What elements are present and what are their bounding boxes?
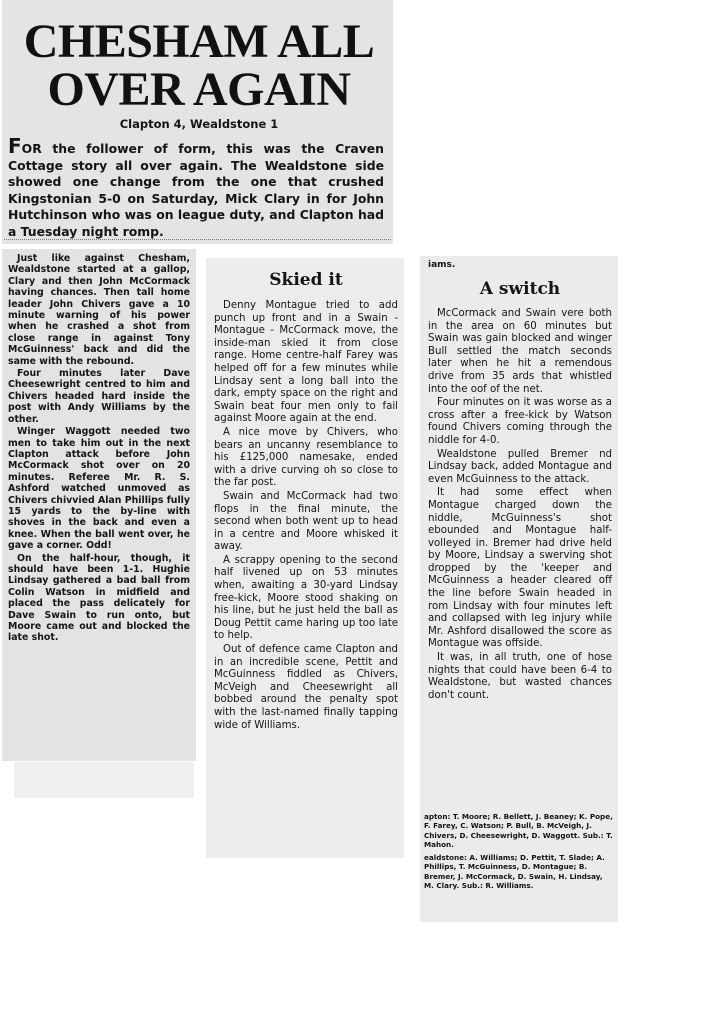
lead-text: OR the follower of form, this was the Craven Cottage story all over again. The Wealdstone side showed one change from the one that crushed Kingstonian 5-0 on Saturday, Mick Clary in for John Hutchinson who was on league duty, and Clapton had a Tuesday night romp.: [8, 141, 384, 239]
paragraph: Four minutes on it was worse as a cross after a free-kick by Watson found Chivers coming through the niddle for 4-0.: [428, 397, 612, 446]
drop-cap: F: [8, 134, 22, 158]
headline: CHESHAM ALL OVER AGAIN: [23, 15, 375, 116]
team-lineups: [424, 812, 614, 894]
lineup-wealdstone: ealdstone: A. Williams; D. Pettit, T. Slade; A. Phillips, T. McGuinness, D. Montague; B. Bremer, J. McCormack, D. Swain, H. Lindsay, M. Clary. Sub.: R. Williams.: [424, 853, 605, 891]
paragraph: It had some effect when Montague charged down the niddle, McGuinness's shot ebounded and Montague half-volleyed in. Bremer had drive held by Moore, Lindsay a swerving shot dropped by the 'keeper and McGuinness a header cleared off the line before Swain headed in rom Lindsay with four minutes left and collapsed with leg injury while Mr. Ashford disallowed the score as Montague was offside.: [428, 487, 612, 650]
match-score: Clapton 4, Wealdstone 1: [119, 117, 279, 131]
middle-column: [214, 300, 398, 733]
paragraph: Swain and McCormack had two flops in the final minute, the second when both went up to head in a centre and Moore whisked it away.: [214, 490, 398, 553]
subhead-a-switch: A switch: [479, 279, 561, 299]
left-column: [8, 253, 190, 645]
lineup-clapton: apton: T. Moore; R. Bellett, J. Beaney; K. Pope, F. Farey, C. Watson; P. Bull, B. McVeigh, J. Chivers, D. Cheesewright, D. Waggott. Sub.: T. Mahon.: [424, 812, 613, 849]
column-divider: [4, 239, 391, 240]
paragraph: McCormack and Swain vere both in the area on 60 minutes but Swain was gain blocked and winger Bull settled the match seconds later when he hit a remendous drive from 35 ards that whistled into the oof of the net.: [428, 308, 612, 395]
paragraph: Just like against Chesham, Wealdstone started at a gallop, Clary and then John McCormack having chances. Then tall home leader John Chivers gave a 10 minute warning of his power when he crashed a shot from close range in against Tony McGuinness' back and did the same with the rebound.: [8, 253, 190, 367]
subhead-skied-it: Skied it: [269, 270, 343, 290]
paragraph: Wealdstone pulled Bremer nd Lindsay back, added Montague and even McGuinness to the attack.: [428, 448, 612, 485]
paragraph: Denny Montague tried to add punch up front and in a Swain - Montague - McCormack move, the inside-man skied it from close range. Home centre-half Farey was helped off for a few minutes while Lindsay sent a long ball into the dark, empty space on the right and Swain beat four men only to fail against Moore again at the end.: [214, 300, 398, 425]
paragraph: On the half-hour, though, it should have been 1-1. Hughie Lindsay gathered a bad ball from Colin Watson in midfield and placed the pass delicately for Dave Swain to run onto, but Moore came out and blocked the late shot.: [8, 552, 190, 644]
paragraph: It was, in all truth, one of hose nights that could have been 6-4 to Wealdstone, but wasted chances don't count.: [428, 652, 612, 701]
paragraph: Winger Waggott needed two men to take him out in the next Clapton attack before John McCormack shot over on 20 minutes. Referee Mr. R. S. Ashford watched unmoved as Chivers chivvied Alan Phillips fully 15 yards to the by-line with shoves in the back and even a knee. When the ball went over, he gave a corner. Odd!: [8, 426, 190, 552]
paragraph: A scrappy opening to the second half livened up on 53 minutes when, awaiting a 30-yard Lindsay free-kick, Moore stood shaking on his line, but he just held the ball as Doug Pettit came haring up too late to help.: [214, 554, 398, 642]
lead-paragraph: [8, 134, 384, 241]
right-column: [428, 308, 612, 703]
paragraph: Four minutes later Dave Cheesewright centred to him and Chivers headed hard inside the post with Andy Williams by the other.: [8, 368, 190, 425]
paragraph: A nice move by Chivers, who bears an uncanny resemblance to his £125,000 namesake, ended with a drive curving oh so close to the far post.: [214, 426, 398, 489]
column-fragment: iams.: [428, 260, 456, 270]
paragraph: Out of defence came Clapton and in an incredible scene, Pettit and McGuinness fiddled as Chivers, McVeigh and Cheesewright all bobbed around the penalty spot with the last-named finally tapping wide of Williams.: [214, 644, 398, 731]
scan-smudge: [14, 762, 194, 798]
